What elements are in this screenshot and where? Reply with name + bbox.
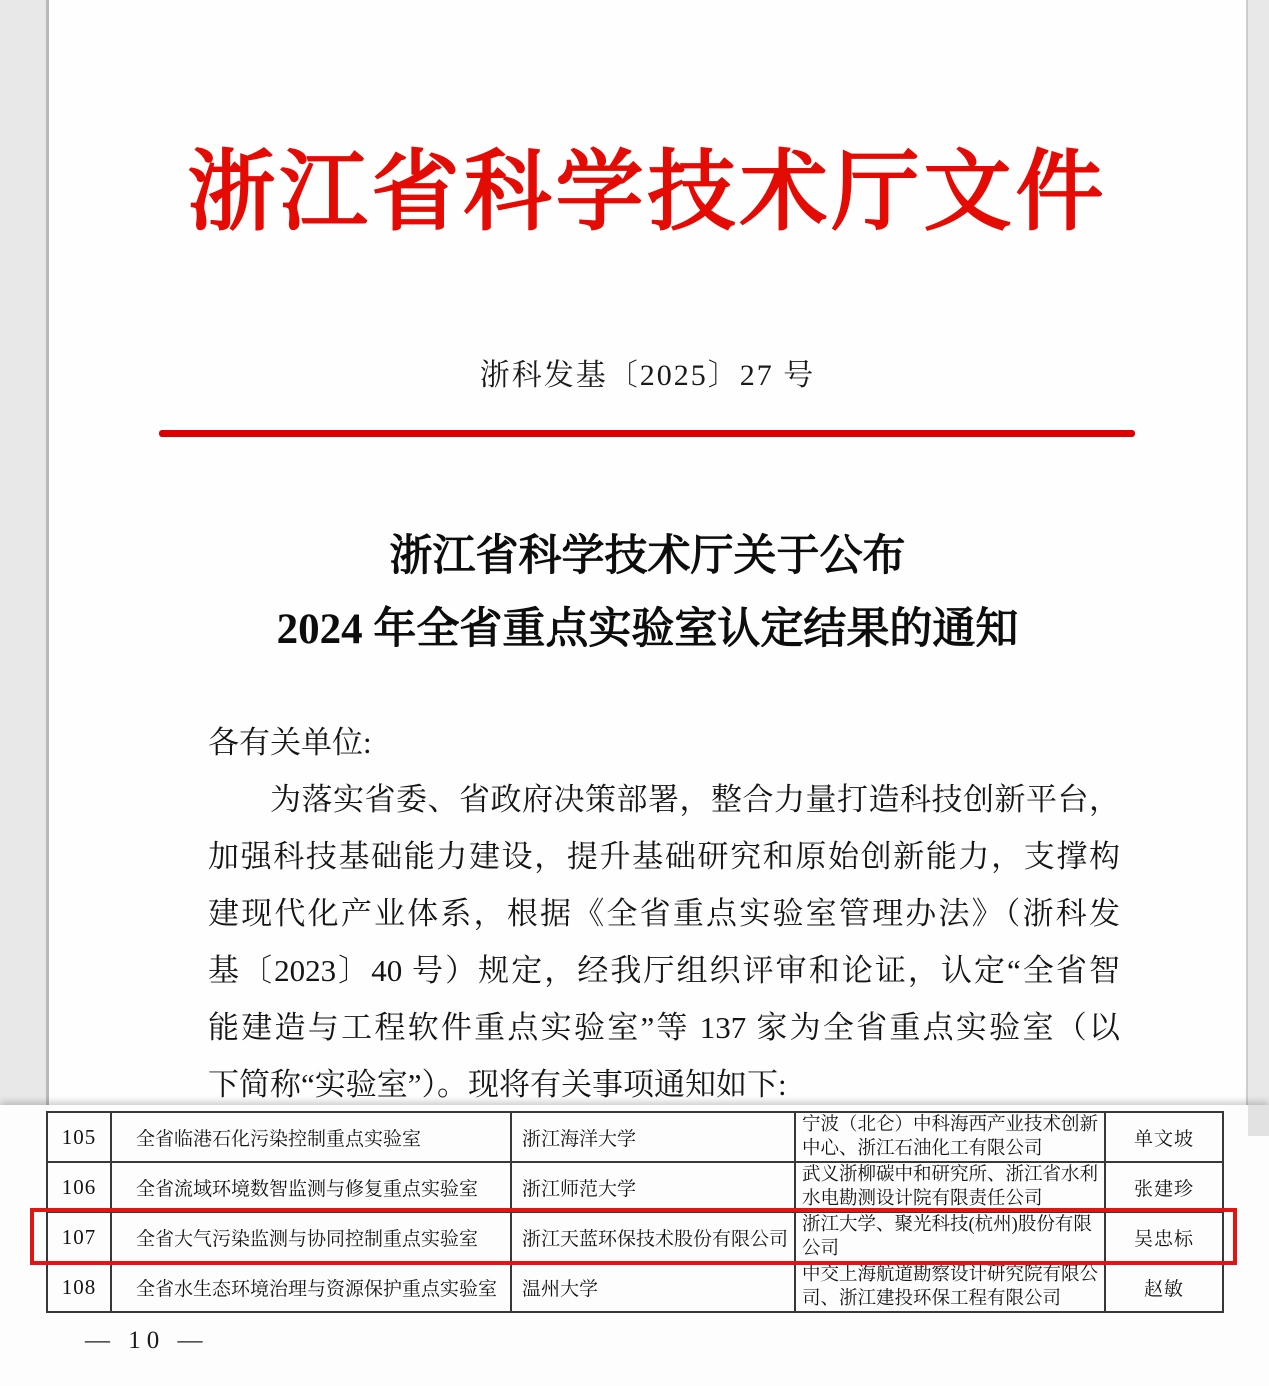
lab-name: 全省水生态环境治理与资源保护重点实验室 — [111, 1262, 511, 1312]
salutation: 各有关单位: — [208, 725, 372, 760]
director-name: 赵敏 — [1105, 1262, 1223, 1312]
partner-units: 中交上海航道勘察设计研究院有限公司、浙江建投环保工程有限公司 — [795, 1262, 1105, 1312]
row-number: 108 — [47, 1262, 111, 1312]
partner-units: 宁波（北仑）中科海西产业技术创新中心、浙江石油化工有限公司 — [795, 1112, 1105, 1162]
lab-name: 全省临港石化污染控制重点实验室 — [111, 1112, 511, 1162]
page-number: — 10 — — [85, 1327, 209, 1354]
letterhead-title: 浙江省科学技术厅文件 — [187, 145, 1108, 242]
table-page — [0, 1105, 1269, 1386]
host-unit: 浙江师范大学 — [511, 1162, 795, 1212]
table-row-106 — [47, 1162, 1223, 1212]
body-line: 建现代化产业体系，根据《全省重点实验室管理办法》（浙科发 — [208, 896, 1120, 931]
table-row-108 — [47, 1262, 1223, 1312]
director-name: 单文坡 — [1105, 1112, 1223, 1162]
document-number: 浙科发基〔2025〕27 号 — [479, 359, 816, 392]
body-line: 基〔2023〕40 号）规定，经我厅组织评审和论证，认定“全省智 — [208, 953, 1120, 988]
partner-units: 武义浙柳碳中和研究所、浙江省水利水电勘测设计院有限责任公司 — [795, 1162, 1105, 1212]
document-body — [208, 714, 1120, 1113]
director-name: 张建珍 — [1105, 1162, 1223, 1212]
notice-title — [49, 520, 1246, 666]
key-lab-table — [46, 1111, 1224, 1313]
body-line: 下简称“实验室”）。现将有关事项通知如下: — [208, 1067, 787, 1102]
body-line: 为落实省委、省政府决策部署，整合力量打造科技创新平台， — [270, 782, 1120, 817]
lab-name: 全省流域环境数智监测与修复重点实验室 — [111, 1162, 511, 1212]
table-row-105 — [47, 1112, 1223, 1162]
host-unit: 温州大学 — [511, 1262, 795, 1312]
page-edge-notch — [1248, 1105, 1269, 1136]
red-divider-line — [159, 430, 1135, 437]
body-line: 加强科技基础能力建设，提升基础研究和原始创新能力，支撑构 — [208, 839, 1120, 874]
row-number: 105 — [47, 1112, 111, 1162]
host-unit: 浙江天蓝环保技术股份有限公司 — [511, 1212, 795, 1262]
lab-name: 全省大气污染监测与协同控制重点实验室 — [111, 1212, 511, 1262]
partner-units: 浙江大学、聚光科技(杭州)股份有限公司 — [795, 1212, 1105, 1262]
director-name: 吴忠标 — [1105, 1212, 1223, 1262]
table-row-107 — [47, 1212, 1223, 1262]
row-number: 106 — [47, 1162, 111, 1212]
body-line: 能建造与工程软件重点实验室”等 137 家为全省重点实验室（以 — [208, 1010, 1120, 1045]
notice-title-line2: 2024 年全省重点实验室认定结果的通知 — [276, 606, 1019, 653]
host-unit: 浙江海洋大学 — [511, 1112, 795, 1162]
row-number: 107 — [47, 1212, 111, 1262]
document-page — [46, 0, 1248, 1105]
notice-title-line1: 浙江省科学技术厅关于公布 — [389, 533, 906, 580]
